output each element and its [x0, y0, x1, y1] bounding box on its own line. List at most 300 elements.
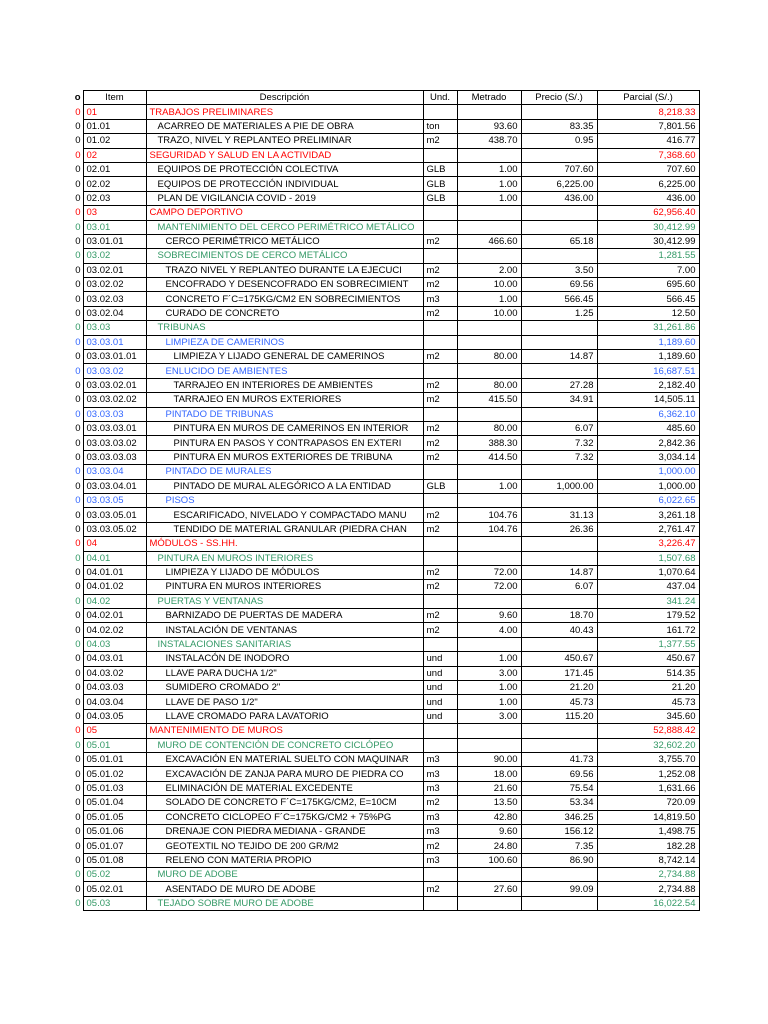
row-item-code: 05.03 — [83, 896, 146, 910]
row-parcial: 695.60 — [597, 278, 699, 292]
row-description: PINTADO DE MURALES — [146, 465, 423, 479]
row-unit: m2 — [423, 623, 457, 637]
row-parcial: 1,189.60 — [597, 335, 699, 349]
row-unit: m2 — [423, 278, 457, 292]
row-flag: 0 — [75, 854, 81, 866]
row-metrado — [457, 493, 521, 507]
row-unit: m2 — [423, 522, 457, 536]
table-row — [66, 565, 699, 579]
row-unit: m2 — [423, 508, 457, 522]
row-metrado: 466.60 — [457, 234, 521, 248]
row-item-code: 01.01 — [83, 119, 146, 133]
row-precio — [521, 148, 597, 162]
row-precio: 436.00 — [521, 191, 597, 205]
row-description: CURADO DE CONCRETO — [146, 306, 423, 320]
row-description: PINTURA EN MUROS INTERIORES — [146, 580, 423, 594]
row-item-code: 04.03 — [83, 637, 146, 651]
row-metrado — [457, 335, 521, 349]
row-parcial: 1,252.08 — [597, 767, 699, 781]
row-precio: 53.34 — [521, 796, 597, 810]
row-precio: 6,225.00 — [521, 177, 597, 191]
table-row — [66, 177, 699, 191]
row-precio: 346.25 — [521, 810, 597, 824]
row-precio: 171.45 — [521, 666, 597, 680]
row-metrado: 438.70 — [457, 134, 521, 148]
row-precio: 450.67 — [521, 652, 597, 666]
row-metrado: 1.00 — [457, 652, 521, 666]
row-metrado — [457, 220, 521, 234]
row-precio — [521, 249, 597, 263]
row-item-code: 05.01.03 — [83, 781, 146, 795]
row-item-code: 03.03.03.03 — [83, 450, 146, 464]
row-metrado: 18.00 — [457, 767, 521, 781]
table-row — [66, 652, 699, 666]
table-row — [66, 206, 699, 220]
row-description: ESCARIFICADO, NIVELADO Y COMPACTADO MANU — [146, 508, 423, 522]
row-unit: m2 — [423, 234, 457, 248]
row-flag: 0 — [75, 336, 81, 348]
row-parcial: 8,742.14 — [597, 853, 699, 867]
row-item-code: 03.03.03.01 — [83, 421, 146, 435]
row-metrado: 2.00 — [457, 263, 521, 277]
row-metrado — [457, 594, 521, 608]
row-metrado — [457, 738, 521, 752]
row-precio: 115.20 — [521, 709, 597, 723]
row-flag: 0 — [75, 308, 81, 320]
row-parcial: 707.60 — [597, 162, 699, 176]
row-parcial: 2,734.88 — [597, 882, 699, 896]
row-description: PLAN DE VIGILANCIA COVID - 2019 — [146, 191, 423, 205]
row-unit: m2 — [423, 436, 457, 450]
table-row — [66, 767, 699, 781]
row-metrado: 100.60 — [457, 853, 521, 867]
table-row — [66, 220, 699, 234]
row-metrado — [457, 551, 521, 565]
row-metrado: 3.00 — [457, 666, 521, 680]
row-description: PUERTAS Y VENTANAS — [146, 594, 423, 608]
row-flag: 0 — [75, 567, 81, 579]
row-flag: 0 — [75, 754, 81, 766]
row-parcial: 3,755.70 — [597, 752, 699, 766]
row-precio: 69.56 — [521, 278, 597, 292]
table-row — [66, 781, 699, 795]
row-item-code: 04.03.02 — [83, 666, 146, 680]
row-item-code: 05.01 — [83, 738, 146, 752]
row-item-code: 04.02.01 — [83, 609, 146, 623]
row-flag: 0 — [75, 538, 81, 550]
table-row — [66, 724, 699, 738]
header-flag: o — [74, 92, 81, 104]
row-metrado: 1.00 — [457, 191, 521, 205]
row-precio — [521, 868, 597, 882]
row-parcial: 1,000.00 — [597, 479, 699, 493]
row-parcial: 1,377.55 — [597, 637, 699, 651]
row-item-code: 04.03.05 — [83, 709, 146, 723]
row-description: PISOS — [146, 493, 423, 507]
row-parcial: 30,412.99 — [597, 234, 699, 248]
row-flag: 0 — [75, 869, 81, 881]
row-metrado: 80.00 — [457, 350, 521, 364]
row-metrado: 1.00 — [457, 681, 521, 695]
row-metrado — [457, 537, 521, 551]
table-row — [66, 508, 699, 522]
row-flag: 0 — [75, 437, 81, 449]
row-unit: m2 — [423, 580, 457, 594]
row-item-code: 04.03.04 — [83, 695, 146, 709]
table-row — [66, 321, 699, 335]
table-row — [66, 637, 699, 651]
row-parcial: 720.09 — [597, 796, 699, 810]
row-flag: 0 — [75, 768, 81, 780]
row-precio: 41.73 — [521, 752, 597, 766]
row-description: MÓDULOS - SS.HH. — [146, 537, 423, 551]
row-parcial: 514.35 — [597, 666, 699, 680]
row-parcial: 6,225.00 — [597, 177, 699, 191]
row-flag: 0 — [75, 322, 81, 334]
row-parcial: 3,261.18 — [597, 508, 699, 522]
row-flag: 0 — [75, 178, 81, 190]
row-item-code: 04.01.02 — [83, 580, 146, 594]
row-precio: 34.91 — [521, 393, 597, 407]
row-description: LIMPIEZA Y LIJADO GENERAL DE CAMERINOS — [146, 350, 423, 364]
row-flag: 0 — [75, 696, 81, 708]
row-unit: und — [423, 709, 457, 723]
row-flag: 0 — [75, 898, 81, 910]
table-row — [66, 810, 699, 824]
row-description: INSTALACIÓN DE VENTANAS — [146, 623, 423, 637]
row-precio — [521, 321, 597, 335]
row-description: LLAVE DE PASO 1/2" — [146, 695, 423, 709]
row-description: EXCAVACIÓN EN MATERIAL SUELTO CON MAQUINAR — [146, 752, 423, 766]
row-parcial: 416.77 — [597, 134, 699, 148]
row-flag: 0 — [75, 811, 81, 823]
row-description: PINTURA EN PASOS Y CONTRAPASOS EN EXTERI — [146, 436, 423, 450]
header-descripcion: Descripción — [146, 91, 423, 105]
row-unit: m3 — [423, 853, 457, 867]
row-description: SOLADO DE CONCRETO F´C=175KG/CM2, E=10CM — [146, 796, 423, 810]
row-description: BARNIZADO DE PUERTAS DE MADERA — [146, 609, 423, 623]
row-precio: 18.70 — [521, 609, 597, 623]
row-precio — [521, 206, 597, 220]
table-row — [66, 594, 699, 608]
row-precio: 156.12 — [521, 824, 597, 838]
row-metrado: 24.80 — [457, 839, 521, 853]
row-item-code: 03.01.01 — [83, 234, 146, 248]
row-flag: 0 — [75, 595, 81, 607]
table-row — [66, 666, 699, 680]
row-unit — [423, 594, 457, 608]
table-row — [66, 292, 699, 306]
row-description: ACARREO DE MATERIALES A PIE DE OBRA — [146, 119, 423, 133]
row-flag: 0 — [75, 466, 81, 478]
table-row — [66, 191, 699, 205]
row-description: TRABAJOS PRELIMINARES — [146, 105, 423, 119]
row-precio — [521, 537, 597, 551]
row-unit: und — [423, 666, 457, 680]
row-parcial: 6,362.10 — [597, 407, 699, 421]
row-precio — [521, 335, 597, 349]
row-metrado: 10.00 — [457, 278, 521, 292]
header-precio: Precio (S/.) — [521, 91, 597, 105]
row-precio: 7.35 — [521, 839, 597, 853]
row-item-code: 03.03 — [83, 321, 146, 335]
row-precio — [521, 551, 597, 565]
table-row — [66, 752, 699, 766]
row-flag: 0 — [75, 408, 81, 420]
row-parcial: 182.28 — [597, 839, 699, 853]
row-item-code: 03.03.01 — [83, 335, 146, 349]
table-row — [66, 709, 699, 723]
row-description: CONCRETO F´C=175KG/CM2 EN SOBRECIMIENTOS — [146, 292, 423, 306]
row-metrado: 93.60 — [457, 119, 521, 133]
row-parcial: 3,226.47 — [597, 537, 699, 551]
row-item-code: 03 — [83, 206, 146, 220]
row-description: PINTURA EN MUROS EXTERIORES DE TRIBUNA — [146, 450, 423, 464]
table-row — [66, 681, 699, 695]
row-flag: 0 — [75, 293, 81, 305]
row-unit — [423, 738, 457, 752]
row-metrado — [457, 206, 521, 220]
row-description: TRIBUNAS — [146, 321, 423, 335]
table-row — [66, 796, 699, 810]
row-unit: m3 — [423, 824, 457, 838]
table-row — [66, 522, 699, 536]
row-precio: 40.43 — [521, 623, 597, 637]
row-metrado: 104.76 — [457, 508, 521, 522]
table-row — [66, 450, 699, 464]
row-description: TARRAJEO EN INTERIORES DE AMBIENTES — [146, 378, 423, 392]
row-description: SUMIDERO CROMADO 2" — [146, 681, 423, 695]
row-precio: 21.20 — [521, 681, 597, 695]
row-flag: 0 — [75, 653, 81, 665]
table-row — [66, 882, 699, 896]
row-parcial: 1,281.55 — [597, 249, 699, 263]
row-item-code: 04.03.03 — [83, 681, 146, 695]
row-unit: m3 — [423, 292, 457, 306]
row-unit: m2 — [423, 393, 457, 407]
row-precio — [521, 465, 597, 479]
table-row — [66, 249, 699, 263]
row-precio: 83.35 — [521, 119, 597, 133]
row-flag: 0 — [75, 610, 81, 622]
row-item-code: 05.01.08 — [83, 853, 146, 867]
row-parcial: 1,000.00 — [597, 465, 699, 479]
row-description: LIMPIEZA DE CAMERINOS — [146, 335, 423, 349]
table-row — [66, 896, 699, 910]
row-metrado: 1.00 — [457, 695, 521, 709]
row-description: GEOTEXTIL NO TEJIDO DE 200 GR/M2 — [146, 839, 423, 853]
row-precio: 1,000.00 — [521, 479, 597, 493]
row-flag: 0 — [75, 725, 81, 737]
row-metrado — [457, 868, 521, 882]
row-flag: 0 — [75, 797, 81, 809]
row-item-code: 05.01.01 — [83, 752, 146, 766]
row-flag: 0 — [75, 739, 81, 751]
row-item-code: 03.02.04 — [83, 306, 146, 320]
row-description: EQUIPOS DE PROTECCIÓN COLECTIVA — [146, 162, 423, 176]
row-unit: m2 — [423, 134, 457, 148]
row-unit: m2 — [423, 421, 457, 435]
row-unit — [423, 551, 457, 565]
row-flag: 0 — [75, 207, 81, 219]
row-item-code: 03.02 — [83, 249, 146, 263]
row-flag: 0 — [75, 394, 81, 406]
row-parcial: 12.50 — [597, 306, 699, 320]
row-metrado: 9.60 — [457, 609, 521, 623]
table-row — [66, 839, 699, 853]
row-parcial: 8,218.33 — [597, 105, 699, 119]
row-metrado — [457, 249, 521, 263]
row-parcial: 1,070.64 — [597, 565, 699, 579]
row-description: TARRAJEO EN MUROS EXTERIORES — [146, 393, 423, 407]
row-flag: 0 — [75, 380, 81, 391]
row-precio: 31.13 — [521, 508, 597, 522]
row-precio: 7.32 — [521, 436, 597, 450]
table-row — [66, 853, 699, 867]
table-row — [66, 551, 699, 565]
row-flag: 0 — [75, 120, 81, 132]
row-item-code: 02.01 — [83, 162, 146, 176]
row-flag: 0 — [75, 624, 81, 636]
row-precio: 7.32 — [521, 450, 597, 464]
row-description: MURO DE ADOBE — [146, 868, 423, 882]
row-item-code: 04 — [83, 537, 146, 551]
row-description: LIMPIEZA Y LIJADO DE MÓDULOS — [146, 565, 423, 579]
row-description: CONCRETO CICLOPEO F´C=175KG/CM2 + 75%PG — [146, 810, 423, 824]
row-unit — [423, 249, 457, 263]
row-parcial: 179.52 — [597, 609, 699, 623]
row-parcial: 2,842.36 — [597, 436, 699, 450]
budget-sheet — [66, 90, 700, 911]
table-row — [66, 824, 699, 838]
row-description: INSTALACÓN DE INODORO — [146, 652, 423, 666]
row-precio — [521, 407, 597, 421]
row-item-code: 03.03.05.02 — [83, 522, 146, 536]
row-flag: 0 — [75, 509, 81, 521]
row-precio — [521, 220, 597, 234]
row-unit — [423, 637, 457, 651]
row-precio — [521, 637, 597, 651]
row-item-code: 05.02 — [83, 868, 146, 882]
table-row — [66, 278, 699, 292]
row-parcial: 436.00 — [597, 191, 699, 205]
row-unit — [423, 868, 457, 882]
row-description: ASENTADO DE MURO DE ADOBE — [146, 882, 423, 896]
table-row — [66, 105, 699, 119]
row-precio — [521, 105, 597, 119]
row-flag: 0 — [75, 451, 81, 463]
row-flag: 0 — [75, 523, 81, 535]
row-metrado — [457, 637, 521, 651]
row-item-code: 05.01.06 — [83, 824, 146, 838]
table-row — [66, 335, 699, 349]
row-unit: GLB — [423, 479, 457, 493]
table-row — [66, 407, 699, 421]
row-description: DRENAJE CON PIEDRA MEDIANA - GRANDE — [146, 824, 423, 838]
table-row — [66, 465, 699, 479]
row-flag: 0 — [75, 682, 81, 694]
row-parcial: 341.24 — [597, 594, 699, 608]
row-flag: 0 — [75, 667, 81, 679]
row-unit — [423, 105, 457, 119]
table-row — [66, 134, 699, 148]
table-row — [66, 263, 699, 277]
row-flag: 0 — [75, 351, 81, 363]
table-row — [66, 695, 699, 709]
row-unit: m2 — [423, 839, 457, 853]
table-row — [66, 350, 699, 364]
row-description: ENCOFRADO Y DESENCOFRADO EN SOBRECIMIENT — [146, 278, 423, 292]
header-und: Und. — [423, 91, 457, 105]
row-metrado: 42.80 — [457, 810, 521, 824]
row-parcial: 7,368.60 — [597, 148, 699, 162]
row-unit: m2 — [423, 796, 457, 810]
row-unit: ton — [423, 119, 457, 133]
row-metrado: 9.60 — [457, 824, 521, 838]
row-flag: 0 — [75, 423, 81, 435]
row-description: PINTURA EN MUROS INTERIORES — [146, 551, 423, 565]
row-unit: m3 — [423, 781, 457, 795]
row-description: TEJADO SOBRE MURO DE ADOBE — [146, 896, 423, 910]
row-metrado: 4.00 — [457, 623, 521, 637]
row-unit: m2 — [423, 565, 457, 579]
row-item-code: 03.03.05.01 — [83, 508, 146, 522]
row-precio: 69.56 — [521, 767, 597, 781]
row-item-code: 05 — [83, 724, 146, 738]
header-parcial: Parcial (S/.) — [597, 91, 699, 105]
row-description: PINTADO DE TRIBUNAS — [146, 407, 423, 421]
row-parcial: 1,507.68 — [597, 551, 699, 565]
row-description: CERCO PERIMÉTRICO METÁLICO — [146, 234, 423, 248]
row-unit: GLB — [423, 162, 457, 176]
row-flag: 0 — [75, 149, 81, 161]
row-unit — [423, 896, 457, 910]
row-parcial: 14,505.11 — [597, 393, 699, 407]
row-flag: 0 — [75, 250, 81, 262]
row-metrado: 80.00 — [457, 421, 521, 435]
row-metrado: 1.00 — [457, 177, 521, 191]
row-description: MURO DE CONTENCIÓN DE CONCRETO CICLÓPEO — [146, 738, 423, 752]
row-metrado — [457, 321, 521, 335]
row-item-code: 04.03.01 — [83, 652, 146, 666]
header-metrado: Metrado — [457, 91, 521, 105]
row-unit — [423, 724, 457, 738]
table-row — [66, 609, 699, 623]
table-row — [66, 393, 699, 407]
row-description: TRAZO, NIVEL Y REPLANTEO PRELIMINAR — [146, 134, 423, 148]
row-item-code: 05.01.07 — [83, 839, 146, 853]
table-row — [66, 119, 699, 133]
row-metrado — [457, 105, 521, 119]
row-flag: 0 — [75, 480, 81, 492]
row-unit: m2 — [423, 450, 457, 464]
row-unit: und — [423, 695, 457, 709]
row-flag: 0 — [75, 221, 81, 233]
row-metrado: 104.76 — [457, 522, 521, 536]
row-item-code: 02.03 — [83, 191, 146, 205]
row-precio — [521, 724, 597, 738]
row-unit — [423, 206, 457, 220]
row-flag: 0 — [75, 106, 81, 118]
table-row — [66, 537, 699, 551]
row-parcial: 1,498.75 — [597, 824, 699, 838]
row-metrado: 10.00 — [457, 306, 521, 320]
row-unit: m2 — [423, 306, 457, 320]
row-parcial: 14,819.50 — [597, 810, 699, 824]
row-unit: m2 — [423, 263, 457, 277]
row-unit: m3 — [423, 810, 457, 824]
row-description: MANTENIMIENTO DEL CERCO PERIMÉTRICO METÁLICO — [146, 220, 423, 234]
